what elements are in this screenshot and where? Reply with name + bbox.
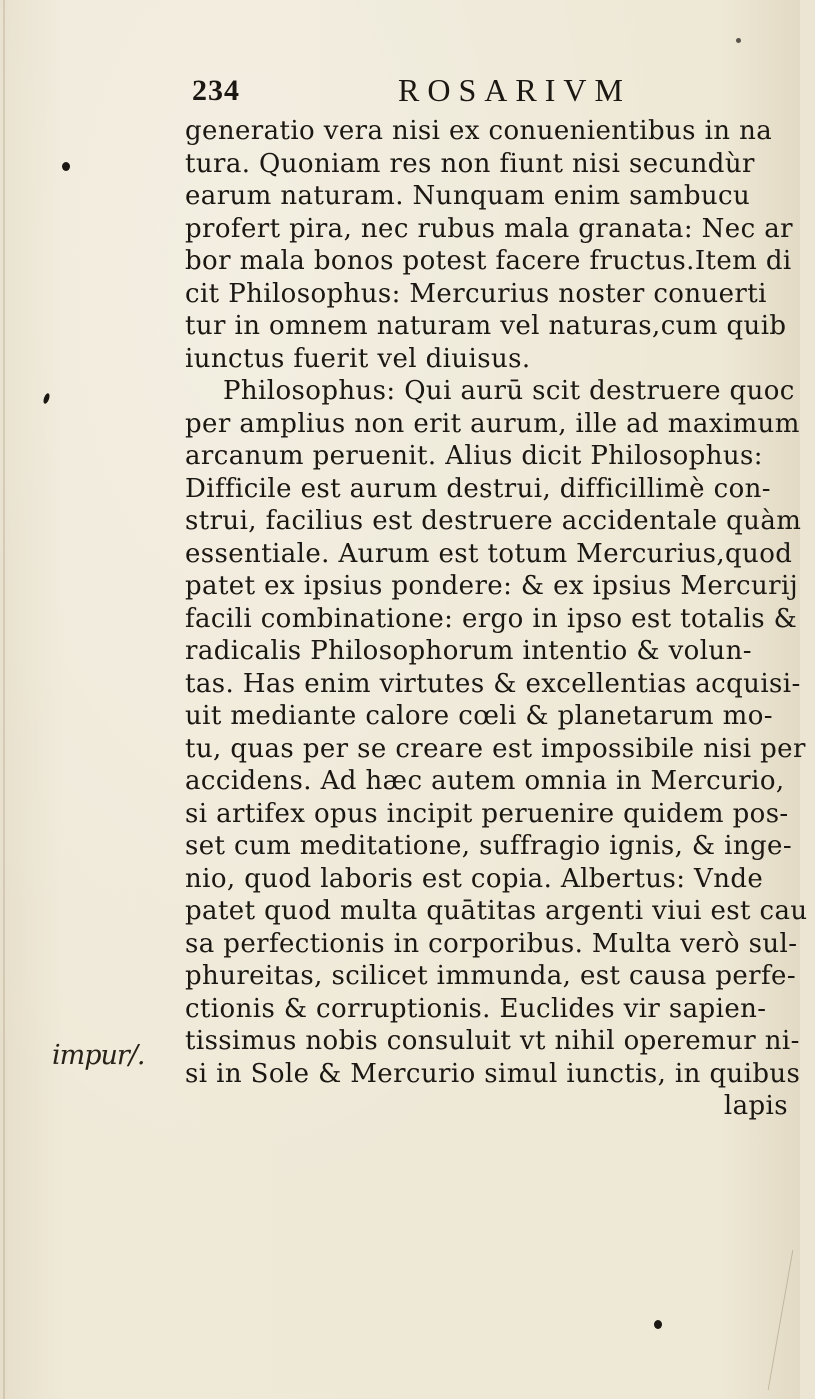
text-line: nio, quod laboris est copia. Albertus: Vnde bbox=[185, 863, 764, 894]
text-line: profert pira, nec rubus mala granata: Nec ar bbox=[185, 213, 793, 244]
catchword: lapis bbox=[723, 1091, 788, 1121]
text-line: set cum meditatione, suffragio ignis, & inge- bbox=[185, 831, 793, 861]
text-line: si in Sole & Mercurio simul iunctis, in quibus bbox=[185, 1058, 801, 1089]
text-line: earum naturam. Nunquam enim sambucu bbox=[185, 181, 751, 211]
text-line: tissimus nobis consuluit vt nihil operemur ni- bbox=[185, 1026, 800, 1056]
text-line: generatio vera nisi ex conuenientibus in na bbox=[185, 116, 773, 146]
text-line: tas. Has enim virtutes & excellentias acquisi- bbox=[185, 668, 801, 699]
text-line: per amplius non erit aurum, ille ad maximum bbox=[185, 408, 800, 439]
text-line: patet quod multa quātitas argenti viui est cau bbox=[185, 896, 808, 926]
gutter-line bbox=[3, 0, 5, 1399]
text-line: strui, facilius est destruere accidentale quàm bbox=[185, 506, 802, 536]
body-text bbox=[185, 115, 808, 1121]
text-line: essentiale. Aurum est totum Mercurius,quod bbox=[185, 538, 793, 569]
ink-spot bbox=[736, 38, 741, 43]
margin-note: impur/. bbox=[52, 1040, 145, 1071]
ink-spot bbox=[62, 162, 70, 171]
text-line: tura. Quoniam res non fiunt nisi secundùr bbox=[185, 148, 755, 179]
ink-spot bbox=[654, 1320, 662, 1329]
page-number: 234 bbox=[192, 74, 240, 107]
page-header bbox=[0, 72, 800, 112]
text-line: uit mediante calore cœli & planetarum mo- bbox=[185, 701, 773, 731]
text-line: Difficile est aurum destrui, difficillimè con- bbox=[185, 473, 771, 504]
ink-spot bbox=[42, 392, 50, 404]
text-line: accidens. Ad hæc autem omnia in Mercurio, bbox=[185, 766, 785, 796]
text-line: sa perfectionis in corporibus. Multa verò sul- bbox=[185, 928, 798, 959]
text-line: phureitas, scilicet immunda, est causa perfe- bbox=[185, 961, 796, 991]
text-line: cit Philosophus: Mercurius noster conuerti bbox=[185, 278, 767, 309]
text-line: tur in omnem naturam vel naturas,cum quib bbox=[185, 311, 787, 341]
text-line: radicalis Philosophorum intentio & volun- bbox=[185, 636, 752, 666]
text-line: ctionis & corruptionis. Euclides vir sapien- bbox=[185, 993, 767, 1024]
text-line: si artifex opus incipit peruenire quidem pos- bbox=[185, 798, 789, 829]
text-line: facili combinatione: ergo in ipso est totalis & bbox=[185, 603, 798, 634]
running-title: ROSARIVM bbox=[398, 72, 631, 108]
text-line: tu, quas per se creare est impossibile nisi per bbox=[185, 733, 806, 764]
text-line: arcanum peruenit. Alius dicit Philosophus: bbox=[185, 441, 763, 471]
text-line: bor mala bonos potest facere fructus.Item di bbox=[185, 246, 792, 276]
text-line: Philosophus: Qui aurū scit destruere quoc bbox=[223, 376, 795, 406]
text-line: iunctus fuerit vel diuisus. bbox=[185, 343, 531, 374]
text-line: patet ex ipsius pondere: & ex ipsius Mercurij bbox=[185, 571, 799, 601]
page-crease bbox=[768, 1250, 815, 1390]
